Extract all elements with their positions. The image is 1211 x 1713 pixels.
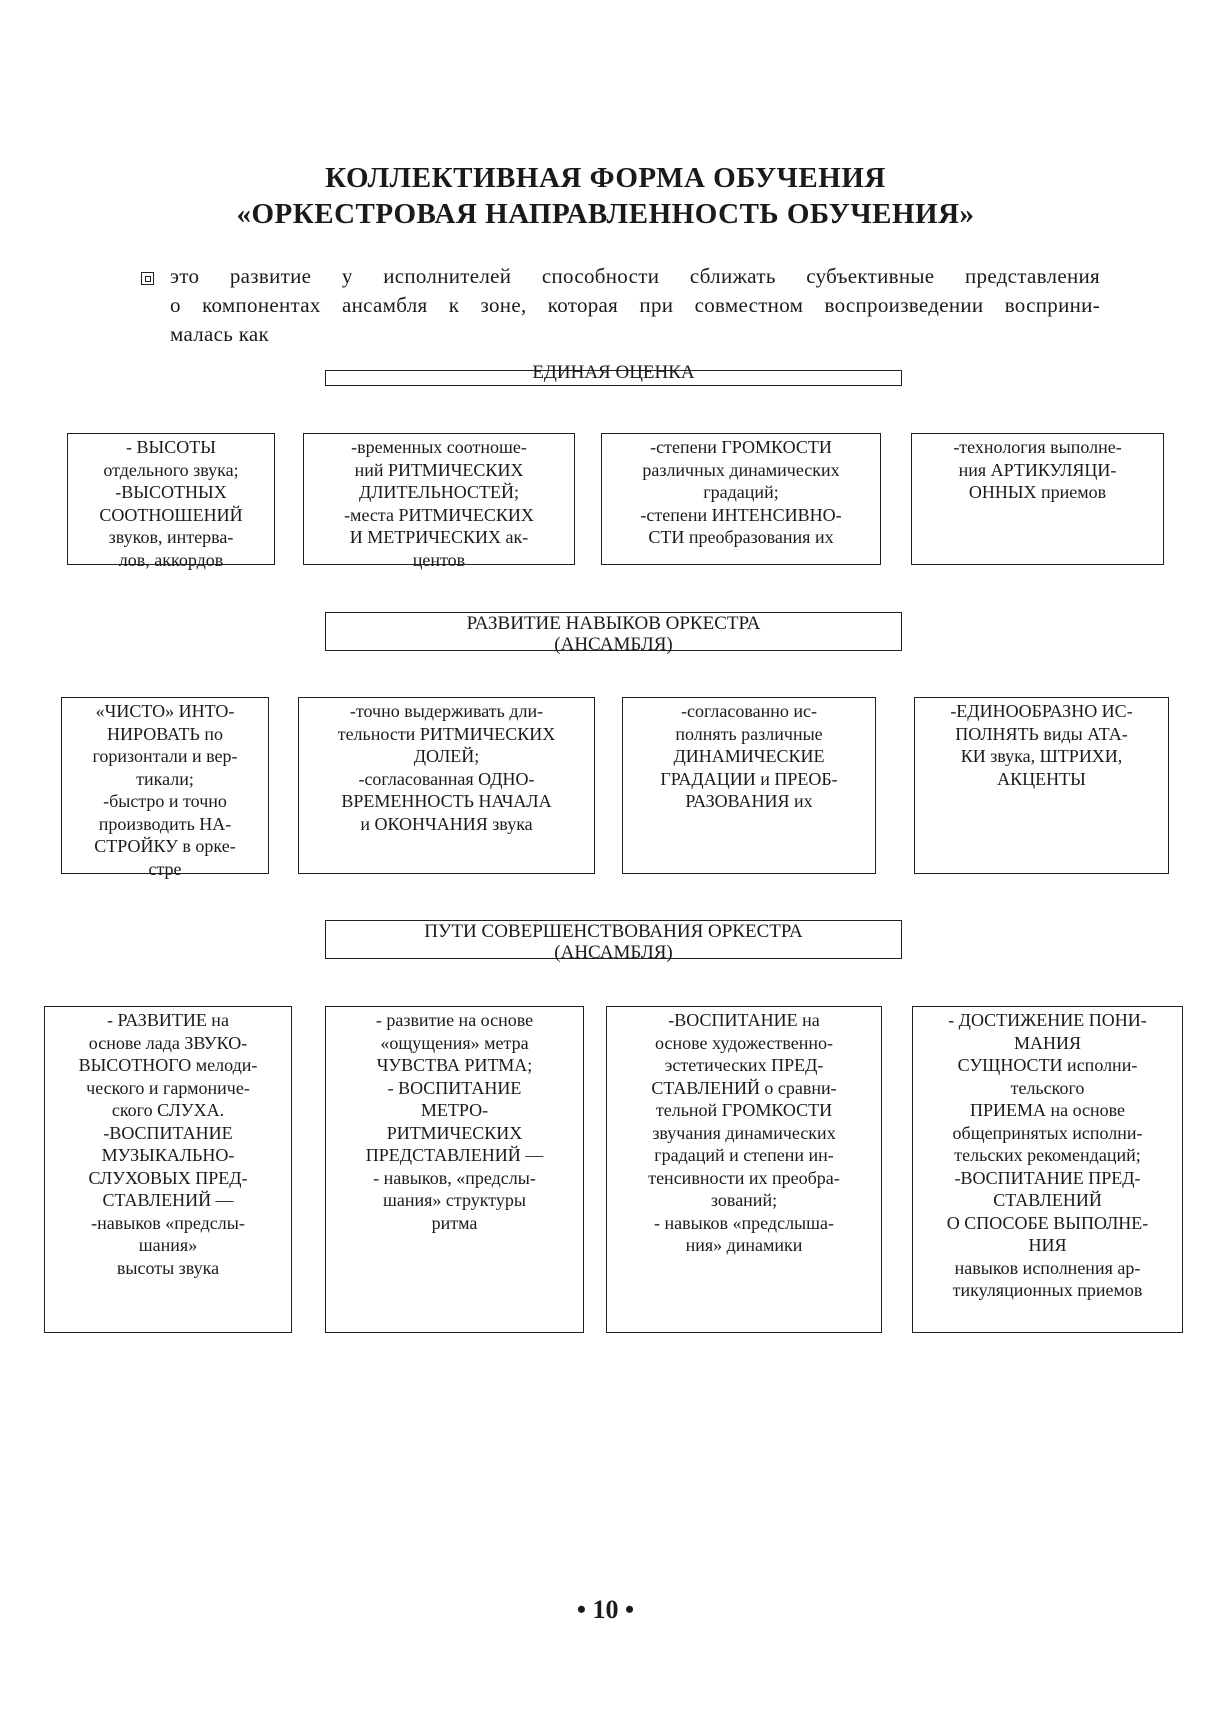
box-line: шания» структуры [383,1190,526,1210]
box-line: полнять различные [675,723,823,744]
box-line: -временных соотноше- [351,437,527,457]
box-line: -согласованно ис- [680,701,818,721]
box-line: -ЕДИНООБРАЗНО ИС- [950,701,1133,721]
bullet-icon [141,272,154,285]
box-line: навыков исполнения ар- [954,1257,1141,1278]
box-line: МЕТРО- [420,1100,489,1120]
header-line-1: РАЗВИТИЕ НАВЫКОВ ОРКЕСТРА [466,613,761,634]
box-line: СЛУХОВЫХ ПРЕД- [88,1167,248,1188]
box-line: основе художественно- [655,1032,833,1053]
section-header-improvement-paths [325,920,902,963]
path-box-rhythm-sense [325,1006,584,1333]
box-line: ОННЫХ приемов [968,482,1107,502]
box-line: СТРОЙКУ в орке- [94,836,236,856]
section-header-unified-assessment [325,362,902,386]
header-line-2: (АНСАМБЛЯ) [554,634,673,655]
page-number: • 10 • [576,1595,635,1624]
box-line: -точно выдерживать дли- [349,701,544,721]
box-line: тельских рекомендаций; [954,1145,1141,1165]
box-line: СТИ преобразования их [648,527,834,547]
box-line: СТАВЛЕНИЙ — [102,1190,234,1210]
box-line: ний РИТМИЧЕСКИХ [354,459,524,480]
box-line: шания» [138,1235,198,1255]
box-line: горизонтали и вер- [92,746,238,766]
intro-line-3: малась как [170,322,270,346]
skill-box-dynamics [622,697,876,874]
box-line: ческого и гармониче- [86,1077,250,1098]
box-line: -согласованная ОДНО- [358,768,535,789]
box-line: -ВЫСОТНЫХ [115,482,227,502]
box-line: ПОЛНЯТЬ виды АТА- [955,723,1128,744]
box-line: зований; [710,1190,778,1210]
box-line: - ВОСПИТАНИЕ [387,1077,522,1098]
intro-paragraph [170,262,1100,349]
box-line: тенсивности их преобра- [648,1167,840,1188]
box-line: -степени ГРОМКОСТИ [650,437,832,457]
box-line: и ОКОНЧАНИЯ звука [360,813,533,834]
assessment-box-loudness [601,433,881,565]
box-line: НИРОВАТЬ по [107,723,223,744]
box-line: звуков, интерва- [108,527,234,547]
box-line: -ВОСПИТАНИЕ [103,1122,233,1143]
box-line: ДИНАМИЧЕСКИЕ [673,746,825,766]
header-line-2: (АНСАМБЛЯ) [554,942,673,963]
path-box-technique [912,1006,1183,1333]
section-header-orchestra-skills [325,612,902,655]
box-line: -навыков «предслы- [91,1212,245,1233]
box-line: -быстро и точно [103,791,227,811]
assessment-box-pitch [67,433,275,570]
box-line: производить НА- [98,813,232,834]
box-line: -места РИТМИЧЕСКИХ [344,504,534,525]
box-line: тельной ГРОМКОСТИ [655,1100,833,1120]
box-line: тельского [1010,1077,1085,1098]
box-line: тельности РИТМИЧЕСКИХ [337,723,556,744]
box-line: ритма [431,1212,478,1233]
box-line: ЧУВСТВА РИТМА; [376,1055,533,1075]
box-line: звучания динамических [652,1122,836,1143]
intro-line-2: о компонентах ансамбля к зоне, которая при совместном воспроизведении восприни- [170,293,1100,317]
box-line: градаций и степени ин- [654,1145,834,1165]
page-title [0,160,1211,232]
box-line: - ДОСТИЖЕНИЕ ПОНИ- [948,1010,1147,1030]
box-line: ПРИЕМА на основе [969,1100,1126,1120]
box-line: СТАВЛЕНИЙ о сравни- [651,1077,837,1098]
box-line: «ЧИСТО» ИНТО- [95,701,235,721]
box-line: РАЗОВАНИЯ их [685,791,813,811]
skill-box-intonation [61,697,269,879]
box-line: стре [148,858,182,879]
box-line: СООТНОШЕНИЙ [99,504,243,525]
box-line: СУЩНОСТИ исполни- [957,1055,1138,1075]
box-line: - ВЫСОТЫ [126,437,216,457]
box-line: лов, аккордов [118,549,224,570]
box-line: ского СЛУХА. [111,1100,225,1120]
skill-box-attack [914,697,1169,874]
box-line: СТАВЛЕНИЙ [993,1190,1102,1210]
title-line-2: «ОРКЕСТРОВАЯ НАПРАВЛЕННОСТЬ ОБУЧЕНИЯ» [236,198,975,230]
box-line: КИ звука, ШТРИХИ, [960,746,1123,766]
box-line: эстетических ПРЕД- [664,1055,824,1075]
box-line: МУЗЫКАЛЬНО- [101,1145,235,1165]
box-line: ВРЕМЕННОСТЬ НАЧАЛА [341,791,552,811]
box-line: - навыков «предслыша- [654,1212,834,1233]
box-line: МАНИЯ [1013,1032,1081,1053]
box-line: основе лада ЗВУКО- [88,1032,248,1053]
box-line: тикали; [136,768,194,789]
box-line: - РАЗВИТИЕ на [107,1010,229,1030]
box-line: тикуляционных приемов [952,1280,1143,1300]
box-line: О СПОСОБЕ ВЫПОЛНЕ- [946,1212,1149,1233]
box-line: ГРАДАЦИИ и ПРЕОБ- [660,768,838,789]
box-line: НИЯ [1028,1235,1067,1255]
box-line: отдельного звука; [103,459,239,480]
skill-box-rhythm [298,697,595,874]
box-line: ВЫСОТНОГО мелоди- [78,1055,258,1075]
intro-line-1: это развитие у исполнителей способности сближать субъективные представления [170,264,1100,288]
box-line: ния АРТИКУЛЯЦИ- [958,459,1117,480]
box-line: центов [412,549,466,570]
box-line: РИТМИЧЕСКИХ [386,1122,523,1143]
box-line: различных динамических [642,459,840,480]
box-line: ПРЕДСТАВЛЕНИЙ — [365,1145,544,1165]
box-line: АКЦЕНТЫ [997,768,1086,789]
box-line: И МЕТРИЧЕСКИХ ак- [349,527,529,547]
path-box-loudness-ideas [606,1006,882,1333]
box-line: -ВОСПИТАНИЕ ПРЕД- [954,1167,1141,1188]
box-line: -ВОСПИТАНИЕ на [668,1010,820,1030]
assessment-box-rhythm [303,433,575,570]
box-line: -степени ИНТЕНСИВНО- [640,504,842,525]
box-line: ния» динамики [685,1235,803,1255]
header-label: ЕДИНАЯ ОЦЕНКА [532,362,695,383]
path-box-pitch-hearing [44,1006,292,1333]
box-line: высоты звука [116,1257,220,1278]
box-line: ДЛИТЕЛЬНОСТЕЙ; [359,482,519,502]
box-line: «ощущения» метра [380,1032,529,1053]
box-line: - развитие на основе [375,1010,534,1030]
assessment-box-articulation [911,433,1164,565]
title-line-1: КОЛЛЕКТИВНАЯ ФОРМА ОБУЧЕНИЯ [325,162,886,194]
box-line: общепринятых исполни- [952,1122,1143,1143]
box-line: - навыков, «предслы- [373,1167,536,1188]
box-line: -технология выполне- [953,437,1122,457]
box-line: ДОЛЕЙ; [413,746,480,766]
header-line-1: ПУТИ СОВЕРШЕНСТВОВАНИЯ ОРКЕСТРА [424,921,803,942]
box-line: градаций; [703,482,779,502]
